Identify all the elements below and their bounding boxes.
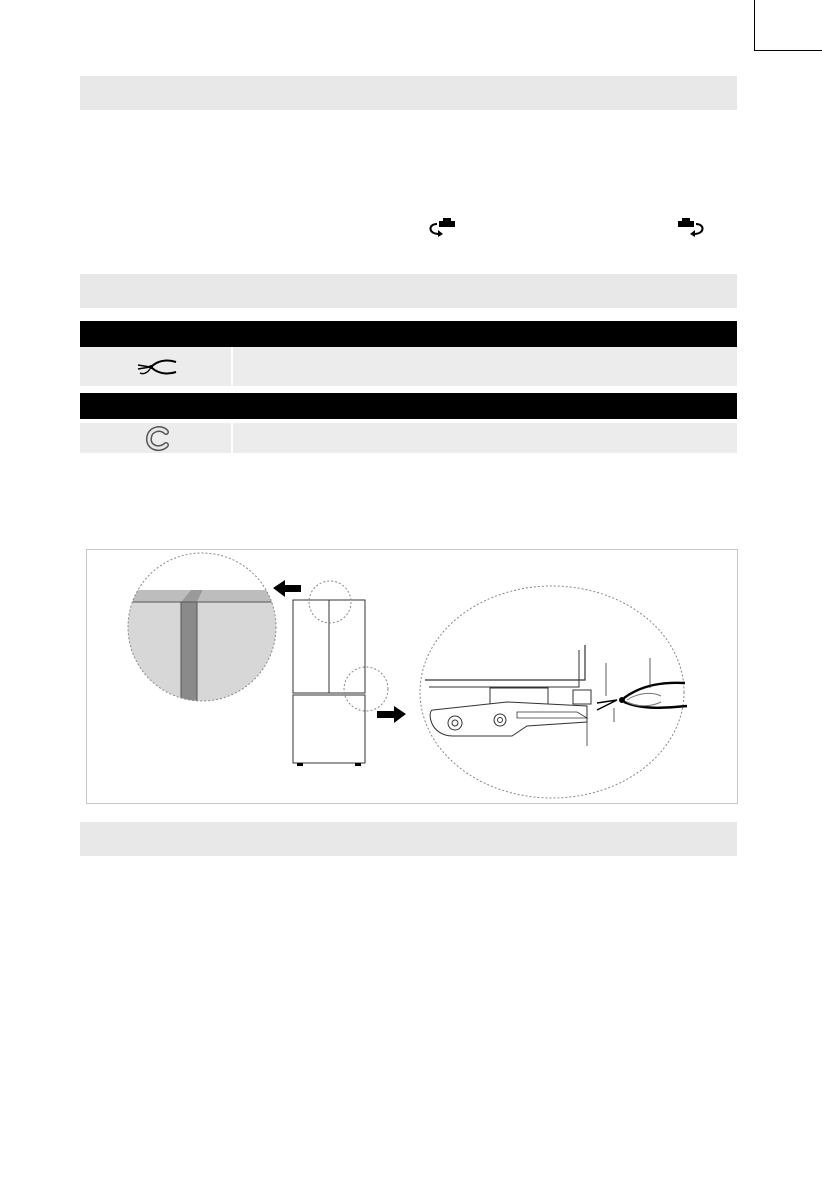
crop-mark-top (754, 0, 755, 50)
c-clip-icon (144, 425, 174, 458)
arrow-right-icon (377, 706, 406, 723)
table-row (80, 423, 737, 453)
door-alignment-illustration (86, 549, 738, 804)
table-icon-cell (80, 347, 233, 386)
table-description-cell (233, 347, 737, 386)
pliers-icon (136, 357, 178, 382)
refrigerator-drawing (293, 581, 388, 766)
rotate-counterclockwise-icon (425, 218, 459, 243)
table-description-cell (233, 423, 737, 453)
table-header (80, 321, 737, 347)
hinge-zoom (420, 586, 687, 798)
rotate-clockwise-icon (674, 218, 708, 243)
section-bar (80, 76, 737, 110)
arrow-left-icon (273, 580, 301, 597)
section-bar (80, 822, 737, 856)
crop-mark-right (754, 50, 822, 51)
door-gap-zoom (127, 550, 287, 712)
table-row (80, 347, 737, 386)
table-icon-cell (80, 423, 233, 453)
table-header (80, 393, 737, 419)
section-bar (80, 274, 737, 308)
